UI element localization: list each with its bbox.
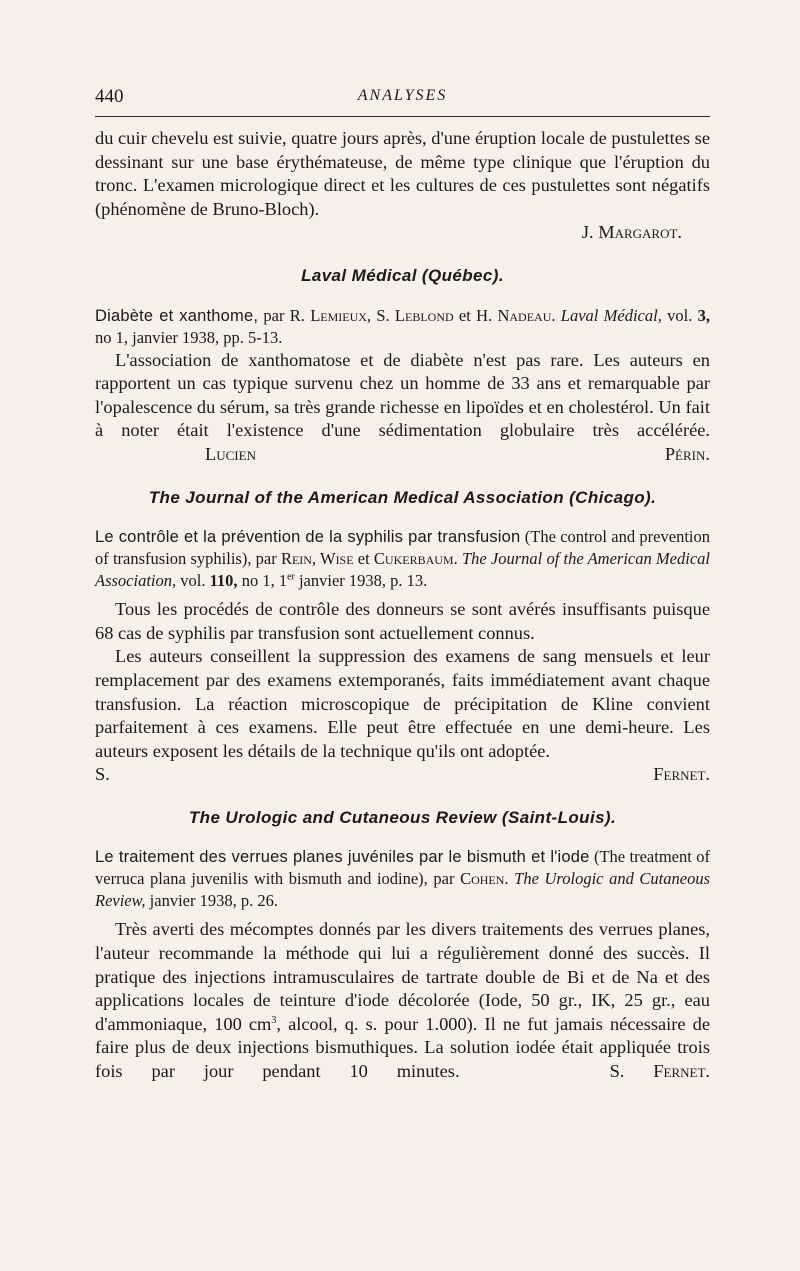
reference-text: et (353, 549, 374, 569)
page-number: 440 (95, 86, 124, 107)
signature-margarot: J. Margarot. (581, 222, 682, 243)
body-paragraph (95, 645, 710, 787)
reference-text: vol. (661, 305, 698, 325)
article-reference-syphilis (95, 526, 710, 592)
superscript: er (287, 571, 295, 583)
article-authors: Rein, Wise (280, 549, 354, 569)
journal-heading-urologic: The Urologic and Cutaneous Review (Saint-Louis). (188, 807, 617, 827)
reference-text: vol. (176, 571, 210, 591)
reference-text: (The control and prevention of transfusion syphilis), par (95, 527, 710, 569)
page-header (95, 84, 710, 117)
journal-heading-jama: The Journal of the American Medical Association (Chicago). (148, 487, 657, 507)
article-reference-diabete (95, 305, 710, 349)
reference-text: no 1, janvier 1938, pp. 5-13. (95, 327, 283, 347)
article-title: Diabète et xanthome, (95, 306, 259, 325)
body-paragraph: Tous les procédés de contrôle des donneurs se sont avérés insuffisants puisque 68 cas de syphilis par transfusion sont actuellement connus. (95, 599, 710, 643)
body-text: Les auteurs conseillent la suppression des examens de sang mensuels et leur remplacement par des examens extemporanés, faits immédiatement avant chaque transfusion. La réaction microscopique de précipitation de Kline convient parfaitement à ces examens. Elle peut être effectuée en une demi-heure. Les auteurs exposent les détails de la technique qu'ils ont adoptée. (95, 646, 710, 761)
reference-text: (The treatment of verruca plana juvenilis with bismuth and iodine), par (95, 847, 710, 889)
journal-abbreviation: Laval Médical, (560, 305, 662, 325)
article-title: Le traitement des verrues planes juvéniles par le bismuth et l'iode (95, 848, 590, 867)
journal-abbreviation: The Urologic and Cutaneous Review, (95, 869, 710, 911)
journal-abbreviation: The Journal of the American Medical Association, (95, 549, 710, 591)
signature-perin: Lucien Périn. (205, 443, 710, 464)
volume-number: 3, (697, 305, 710, 325)
article-title: Le contrôle et la prévention de la syphilis par transfusion (95, 528, 521, 547)
reference-text: janvier 1938, p. 13. (294, 571, 428, 591)
superscript: 3 (271, 1014, 277, 1026)
article-reference-verrues (95, 846, 710, 912)
volume-number: 110, (209, 571, 238, 591)
article-authors: R. Lemieux, S. Leblond (289, 305, 454, 325)
article-authors: Cohen. (460, 869, 509, 889)
article-authors: H. Nadeau. (476, 305, 556, 325)
reference-text: par (258, 305, 290, 325)
body-text: Très averti des mécomptes donnés par les divers traitements des verrues planes, l'auteur recommande la méthode qui lui a régulièrement donné des succès. Il pratique des injections intramusculaires de tartrate double de Bi et de Na et des applications locales de teinture d'iode décolorée (Iode, 50 gr., IK, 25 gr., eau d'ammoniaque, 100 cm (95, 919, 710, 1034)
body-paragraph (95, 918, 710, 1083)
article-authors: Cukerbaum. (373, 549, 458, 569)
reference-text: no 1, 1 (237, 571, 288, 591)
body-text: L'association de xanthomatose et de diabète n'est pas rare. Les auteurs en rapportent un cas typique survenu chez un homme de 33 ans et remarquable par l'opalescence du sérum, sa très grande richesse en lipoïdes et en cholestérol. Un fait à noter était l'existence d'une sédimentation globulaire très accélérée. (95, 349, 710, 441)
signature-fernet: S. Fernet. (95, 764, 710, 785)
journal-heading-laval: Laval Médical (Québec). (301, 265, 504, 285)
page-body (95, 127, 710, 1084)
reference-text: et (453, 305, 477, 325)
signature-fernet: S. Fernet. (609, 1061, 710, 1082)
body-text: , alcool, q. s. pour 1.000). Il ne fut jamais nécessaire de faire plus de deux injections bismuthiques. La solution iodée était appliquée trois fois par jour pendant 10 minutes. (95, 1013, 710, 1082)
reference-text: janvier 1938, p. 26. (145, 891, 278, 911)
continuation-paragraph: du cuir chevelu est suivie, quatre jours après, d'une éruption locale de pustulettes se dessinant sur une base érythémateuse, de même type clinique que l'éruption du tronc. L'examen micrologique direct et les cultures de ces pustulettes sont négatifs (phénomène de Bruno-Bloch). (95, 128, 710, 219)
paragraph-with-signature (95, 349, 710, 467)
body-paragraph (95, 349, 710, 467)
running-head: ANALYSES (357, 87, 448, 104)
